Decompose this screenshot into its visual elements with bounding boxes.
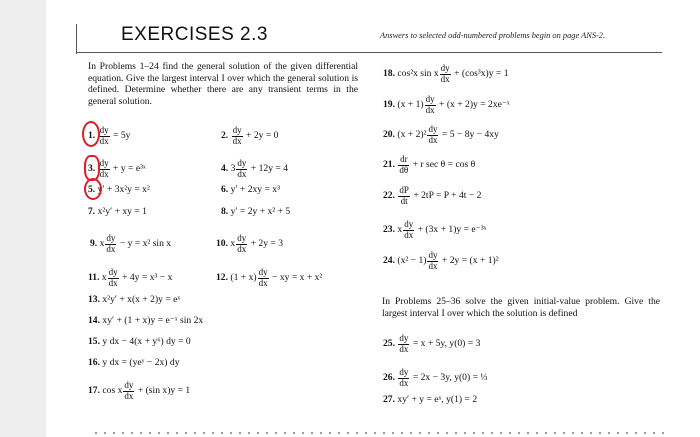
instructions-25-36: In Problems 25–36 solve the given initial-value problem. Give the largest interval I over which the solution is defined [382,296,660,319]
title-rule-vertical [76,24,77,54]
problem-24: 24. (x² − 1) $\frac{dy}{dx}$ + 2y = (x + 1)² [383,250,499,271]
red-circle-annotation-1 [82,121,100,147]
instructions-1-24: In Problems 1–24 find the general solution of the given differential equation. Give the largest interval I over which the general solution is defined. Determine whether there are any transient terms in the general solution. [88,61,358,107]
problem-27: 27. xy′ + y = eˣ, y(1) = 2 [383,394,478,405]
red-circle-annotation-5 [84,178,102,200]
title-rule-horizontal [76,52,662,53]
left-margin [0,0,46,437]
problem-8: 8. y′ = 2y + x² + 5 [221,206,291,217]
problem-21: 21. $\frac{dr}{d\theta}$ + r sec θ = cos θ [383,154,476,175]
problem-5: 5. y′ + 3x²y = x² [88,184,150,195]
problem-6: 6. y′ + 2xy = x³ [221,184,280,195]
problem-2: 2. $\frac{dy}{dx}$ + 2y = 0 [221,125,279,146]
problem-19: 19. (x + 1) $\frac{dy}{dx}$ + (x + 2)y = 2xe⁻ˣ [383,94,510,115]
problem-1: 1. $\frac{dy}{dx}$ = 5y [88,125,131,146]
problem-23: 23. x $\frac{dy}{dx}$ + (3x + 1)y = e⁻³ˣ [383,219,487,240]
problem-25: 25. $\frac{dy}{dx}$ = x + 5y, y(0) = 3 [383,333,481,354]
problem-7: 7. x²y′ + xy = 1 [88,206,147,217]
problem-3: 3. $\frac{dy}{dx}$ + y = e³ˣ [88,158,146,179]
problem-18: 18. cos²x sin x $\frac{dy}{dx}$ + (cos³x)y = 1 [383,63,509,84]
problem-15: 15. y dx − 4(x + y⁶) dy = 0 [88,336,191,347]
problem-22: 22. $\frac{dP}{dt}$ + 2tP = P + 4t − 2 [383,185,482,206]
problem-14: 14. xy′ + (1 + x)y = e⁻ˣ sin 2x [88,315,204,326]
exercise-title: EXERCISES 2.3 [121,24,268,45]
problem-9: 9. x $\frac{dy}{dx}$ − y = x² sin x [90,233,172,254]
problem-16: 16. y dx = (yeʸ − 2x) dy [88,357,180,368]
problem-10: 10. x $\frac{dy}{dx}$ + 2y = 3 [216,233,284,254]
problem-20: 20. (x + 2)² $\frac{dy}{dx}$ = 5 − 8y − 4xy [383,124,499,145]
page-bottom-edge [95,432,665,434]
problem-17: 17. cos x $\frac{dy}{dx}$ + (sin x)y = 1 [88,380,191,401]
answers-note: Answers to selected odd-numbered problems begin on page ANS-2. [380,31,606,40]
problem-4: 4. 3 $\frac{dy}{dx}$ + 12y = 4 [221,158,289,179]
problem-13: 13. x²y′ + x(x + 2)y = eˣ [88,294,181,305]
problem-12: 12. (1 + x) $\frac{dy}{dx}$ − xy = x + x² [216,267,323,288]
problem-11: 11. x $\frac{dy}{dx}$ + 4y = x³ − x [88,267,173,288]
problem-26: 26. $\frac{dy}{dx}$ = 2x − 3y, y(0) = ⅓ [383,367,488,388]
